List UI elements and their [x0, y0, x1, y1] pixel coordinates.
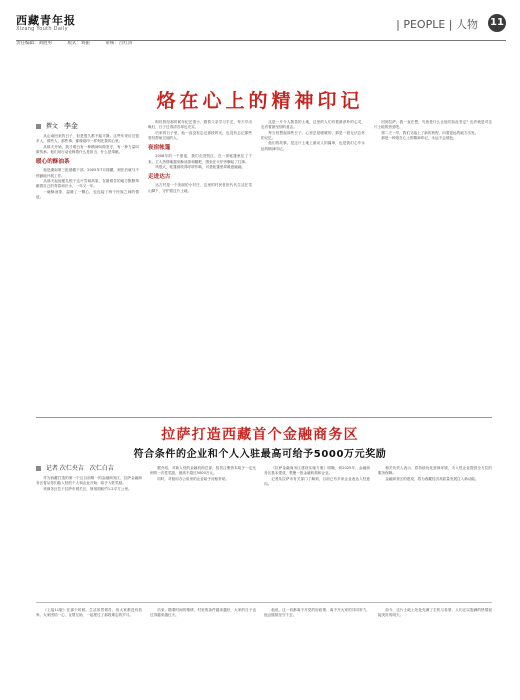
paragraph: 该商务区位于拉萨市城关区，规划面积约1.2平方公里。 [43, 486, 132, 491]
feature-column-2 [148, 120, 252, 414]
byline-square-icon [36, 466, 41, 471]
lower-column-4 [378, 608, 492, 692]
paragraph: 据介绍，对新入驻的金融机构总部，按其注册资本给予一定比例的一次性奖励，最高不超过5000万元。 [150, 466, 256, 476]
news-column-2 [150, 466, 256, 600]
byline-label: 记者 [45, 465, 58, 472]
article-divider [36, 417, 492, 418]
section-heading: 夜宿帐篷 [148, 145, 171, 152]
credit-editor: 责任编辑：刘胜男 [16, 41, 52, 46]
paragraph: 他说，这一切都离不开党的好政策，离不开大家的共同努力，他会继续坚守下去。 [264, 608, 370, 618]
paragraph: 《拉萨金融商务区建设实施方案》明确，到2025年，金融商务区基本建成，集聚一批金融机构和企业。 [264, 466, 370, 476]
paragraph: 从那天起他便扎根于这片雪域高原，在最艰苦的地方默默奉献着自己的青春和汗水，一年又一年。 [36, 179, 139, 189]
byline-label: 撰文 [45, 123, 58, 130]
paragraph: 第二天一早，我们又踏上了新的旅程，向着更远的地方出发。 [381, 130, 479, 135]
news-column-4 [378, 466, 492, 600]
paragraph: 每当回想起那些日子，心里总是暖暖的，那是一段无法忘怀的记忆。 [261, 130, 365, 141]
paragraph: 风很大，帐篷被吹得呼呼作响，可是帐篷里却暖意融融。 [155, 165, 246, 170]
paragraph: 他们的故事，是这片土地上最动人的篇章，也是我们心中永远的精神印记。 [261, 141, 365, 151]
lower-column-1 [36, 608, 142, 692]
paragraph: 阿旺曾经那时候年纪还很小，跟着父亲学习手艺，每天早出晚归，日子过得清苦却也充实。 [148, 120, 252, 130]
page-number-badge: 11 [488, 14, 506, 32]
paper-subtitle: Xizang Youth Daily [16, 26, 68, 32]
lower-divider [36, 602, 492, 603]
feature-title: 烙在心上的精神印记 [156, 90, 364, 112]
paragraph: 一碗酥油茶，温暖了一颗心，也连接了两个民族之间的情谊。 [36, 189, 139, 200]
byline-author: 次仁央吉 次仁白吉 [59, 465, 114, 472]
news-title: 拉萨打造西藏首个金融商务区 [161, 427, 359, 443]
credit-layout: 版式：刘振 [67, 41, 90, 46]
paragraph: 回到拉萨，我一直在想，究竟是什么让他们如此坚定？也许就是对这片土地的热爱吧。 [374, 120, 492, 130]
paragraph: 从山南回来的日子，但是很久都不能平静。这些年采访过很多人，那些人，那些事，都像烙印一样刻在我的心里。 [36, 134, 139, 144]
credit-review: 审核：吕红涛 [105, 41, 133, 46]
paragraph: 作为西藏打造的第一个且目前唯一的金融商务区，拉萨金融商务区将从你们能入驻的个人和企业开始，给予入驻奖励。 [36, 476, 142, 486]
paragraph: 金融商务区的建设，将为西藏经济高质量发展注入新动能。 [385, 476, 479, 481]
section-heading: 暖心的酥油茶 [36, 159, 70, 166]
lower-column-2 [150, 608, 256, 692]
paragraph: 同时，对租用办公用房的企业给予房租补贴。 [157, 476, 230, 481]
news-subtitle: 符合条件的企业和个人入驻最高可给予5000万元奖励 [133, 449, 387, 460]
paragraph: 达古村是一个美丽的小村庄，这里的村民世世代代生活在雪山脚下，守护着这片土地。 [148, 183, 252, 193]
section-heading: 走进达古 [148, 174, 171, 181]
masthead-rule [16, 40, 506, 41]
paper-name: 西藏青年报 [16, 14, 76, 27]
paragraph: 后来的日子里，他一直没有忘记那段时光，也没有忘记那些曾经帮助过他的人。 [148, 130, 252, 141]
paragraph: 这是一片令人敬畏的土地，这里的人们有着最淳朴的心灵，也有着最坚韧的意志。 [261, 120, 365, 130]
masthead [16, 10, 506, 54]
news-byline [36, 463, 114, 472]
paragraph: 如今，这片土地上处处充满了生机与希望，人们正以饱满的热情迎接美好的明天。 [378, 608, 492, 618]
paragraph: 《上接11版》在那个时候，生活虽然艰苦，但大家都没有放弃。大家团结一心，互帮互助，一起度过了那段难忘的岁月。 [36, 608, 142, 618]
paragraph: 从那天开始，我才明白有一种精神叫做坚守，有一种力量叫做传承。他们用行动诠释着什么是担当，什么是奉献。 [36, 144, 139, 155]
lower-column-3 [264, 608, 370, 692]
paragraph: 相关负责人表示，将持续优化营商环境，为入驻企业提供全方位的服务保障。 [378, 466, 492, 476]
news-column-1 [36, 476, 142, 600]
paragraph: 他是湖南第三批援藏干部，2005年7月援藏，到任后就马不停蹄地开展工作。 [36, 168, 139, 178]
news-column-3 [264, 466, 370, 600]
feature-column-3 [261, 120, 365, 414]
byline-square-icon [36, 124, 41, 129]
section-label: | PEOPLE | 人物 [396, 18, 478, 31]
byline-author: 李金 [63, 122, 78, 130]
feature-column-4 [374, 120, 492, 414]
paragraph: 后来，随着时间的推移，村里的条件越来越好，大家的日子也过得越来越红火。 [150, 608, 256, 618]
paragraph: 记者从拉萨市有关部门了解到，目前已有多家企业表达入驻意向。 [264, 476, 370, 486]
paragraph: 2008年的一个夏夜，我们走进牧区，在一顶帐篷里住了下来。主人热情地端来酥油茶和糌粑，围坐在火炉旁聊起了往事。 [148, 154, 252, 164]
feature-column-1 [36, 134, 139, 414]
paragraph: 那是一种烙在心上的精神印记，永远不会褪色。 [381, 136, 457, 141]
feature-byline [36, 121, 78, 131]
